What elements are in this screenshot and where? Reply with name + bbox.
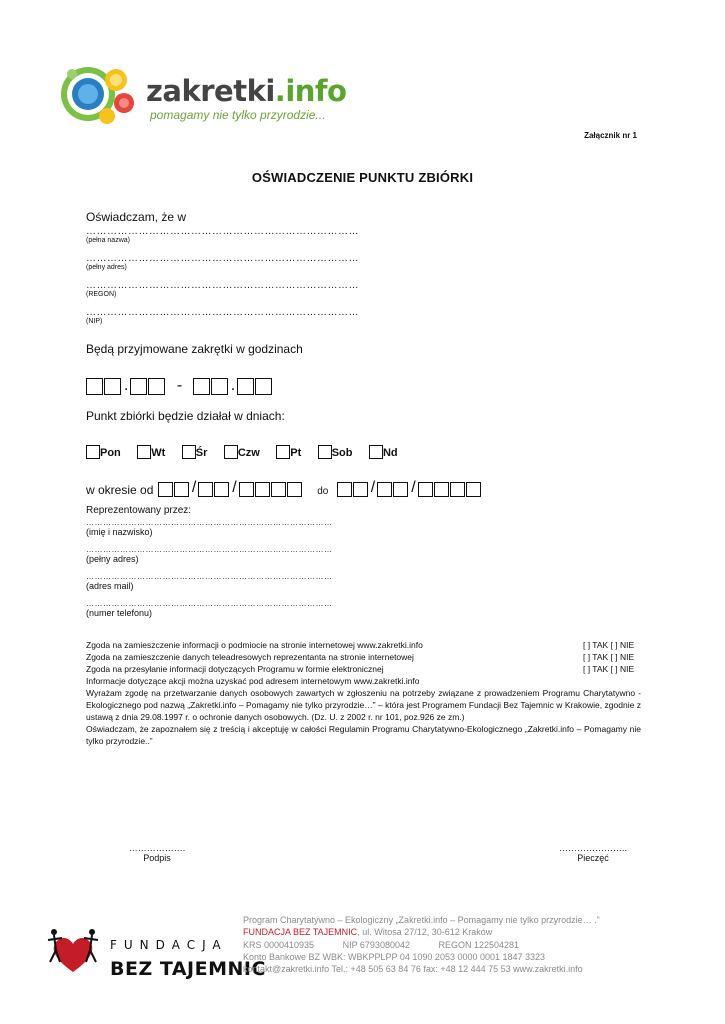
org-field-nip[interactable] (86, 307, 359, 334)
rep-field-address[interactable] (86, 545, 333, 572)
digit-box[interactable] (104, 378, 121, 395)
stamp-field[interactable] (548, 843, 638, 863)
footer-program: Program Charytatywno – Ekologiczny „Zakretki.info – Pomagamy nie tylko przyrodzie… .” (243, 915, 600, 925)
gdpr-text: Wyrażam zgodę na przetwarzanie danych osobowych zawartych w zgłoszeniu na potrzeby związane z prowadzeniem Programu Charytatywno - Ekologicznego pod nazwą „Zakretki.info – Pomagamy nie tylko przyrodzie…” – która jest Programem Fundacji Bez Tajemnic w Krakowie, zgodnie z ustawą z dnia 29.08.1997 r. o ochronie danych osobowych. (Dz. U. z 2002 r. nr 101, poz.926 ze zm.) (86, 688, 641, 722)
digit-box[interactable] (255, 482, 270, 497)
field-dots: …………………………………………………………………………… (86, 518, 333, 527)
hours-dot: . (230, 377, 236, 394)
field-label: (REGON) (86, 291, 117, 298)
consent-choice[interactable]: [ ] TAK [ ] NIE (583, 652, 635, 662)
field-label: (pełna nazwa) (86, 237, 130, 244)
footer-krs: KRS 0000410935 (243, 939, 315, 950)
checkbox[interactable] (86, 445, 100, 459)
digit-box[interactable] (174, 482, 189, 497)
day-checkbox-sob[interactable] (318, 445, 353, 459)
hours-label: Będą przyjmowane zakrętki w godzinach (86, 342, 303, 356)
foundation-logo (40, 922, 266, 984)
date-to[interactable] (337, 479, 482, 496)
digit-box[interactable] (337, 482, 352, 497)
digit-box[interactable] (450, 482, 465, 497)
stamp-label: Pieczęć (577, 853, 609, 863)
consent-text: Zgoda na przesyłanie informacji dotyczących Programu w formie elektronicznej (86, 664, 384, 674)
regulations-text: Oświadczam, że zapoznałem się z treścią i akceptuję w całości Regulamin Programu Charytatywno-Ekologicznego „Zakretki.info – Pomagamy nie tylko przyrodzie..” (86, 724, 641, 746)
checkbox[interactable] (137, 445, 151, 459)
heart-figures-icon (40, 922, 106, 982)
hours-input[interactable] (86, 377, 273, 395)
day-label: Pon (100, 447, 121, 459)
digit-box[interactable] (239, 482, 254, 497)
info-line: Informacje dotyczące akcji można uzyskać pod adresem internetowym www.zakretki.info (86, 676, 420, 686)
footer-bank: Konto Bankowe BZ WBK: WBKPPLPP 04 1090 2053 0000 0001 1847 3323 (243, 951, 546, 962)
field-label: (adres mail) (86, 581, 134, 591)
date-from[interactable] (158, 479, 307, 496)
stamp-dots: ………………….. (558, 843, 627, 853)
day-label: Pt (290, 447, 302, 459)
checkbox[interactable] (276, 445, 290, 459)
date-slash: / (232, 479, 237, 496)
logo-tagline: pomagamy nie tylko przyrodzie... (150, 108, 326, 122)
days-checkboxes (86, 443, 410, 461)
digit-box[interactable] (86, 378, 103, 395)
intro-text: Oświadczam, że w (86, 210, 187, 224)
consent-text: Zgoda na zamieszczenie informacji o podmiocie na stronie internetowej www.zakretki.info (86, 640, 423, 650)
footer-info (243, 914, 600, 975)
footer-org (243, 926, 600, 938)
digit-box[interactable] (237, 378, 254, 395)
day-label: Wt (151, 447, 166, 459)
representative-label: Reprezentowany przez: (86, 505, 192, 516)
digit-box[interactable] (148, 378, 165, 395)
field-dots: …………………………………………………………………………… (86, 545, 333, 554)
footer-org-name: FUNDACJA BEZ TAJEMNIC (243, 927, 358, 938)
field-label: (pełny adres) (86, 264, 127, 271)
digit-box[interactable] (211, 378, 228, 395)
consent-row (86, 651, 641, 663)
period-input (86, 479, 482, 497)
digit-box[interactable] (130, 378, 147, 395)
field-label: (imię i nazwisko) (86, 527, 153, 537)
org-fields (86, 226, 359, 334)
zakretki-logo (58, 58, 348, 128)
day-label: Nd (382, 447, 398, 459)
org-field-address[interactable] (86, 253, 359, 280)
day-label: Sob (331, 447, 353, 459)
digit-box[interactable] (214, 482, 229, 497)
digit-box[interactable] (466, 482, 481, 497)
rep-field-email[interactable] (86, 572, 333, 599)
footer-contact: kontakt@zakretki.info Tel.: +48 505 63 84 76 fax: +48 12 444 75 53 www.zakretki.info (243, 964, 583, 975)
signature-label: Podpis (143, 853, 171, 863)
consent-text: Zgoda na zamieszczenie danych teleadresowych reprezentanta na stronie internetowej (86, 652, 414, 662)
digit-box[interactable] (271, 482, 286, 497)
digit-box[interactable] (418, 482, 433, 497)
day-label: Czw (237, 447, 260, 459)
consent-choice[interactable]: [ ] TAK [ ] NIE (583, 640, 635, 650)
logo-dot: . (274, 74, 286, 108)
day-checkbox-pt[interactable] (276, 445, 301, 459)
date-slash: / (370, 479, 376, 496)
checkbox[interactable] (318, 445, 332, 459)
consent-row (86, 663, 641, 675)
date-slash: / (191, 479, 197, 496)
org-field-name[interactable] (86, 226, 359, 253)
field-dots: …………………………………………………………………………… (86, 572, 333, 581)
day-checkbox-sr[interactable] (182, 445, 208, 459)
day-checkbox-czw[interactable] (224, 445, 260, 459)
consent-choice[interactable]: [ ] TAK [ ] NIE (583, 664, 635, 674)
foundation-name: BEZ TAJEMNIC (110, 958, 266, 980)
footer-regon: REGON 122504281 (438, 939, 520, 950)
hours-dot: . (124, 377, 129, 394)
attachment-label: Załącznik nr 1 (584, 131, 637, 140)
day-checkbox-wt[interactable] (137, 445, 165, 459)
field-dots: …………………………………………………………………… (86, 280, 359, 291)
logo-tld: info (285, 74, 347, 108)
checkbox[interactable] (369, 445, 383, 459)
org-field-regon[interactable] (86, 280, 359, 307)
day-label: Śr (195, 447, 208, 459)
digit-box[interactable] (193, 378, 210, 395)
checkbox[interactable] (182, 445, 196, 459)
period-to-label: do (317, 486, 329, 497)
day-checkbox-nd[interactable] (369, 445, 398, 459)
day-checkbox-pon[interactable] (86, 445, 121, 459)
consent-row (86, 639, 641, 651)
signature-dots: ………………. (128, 843, 186, 853)
digit-box[interactable] (255, 378, 272, 395)
digit-box[interactable] (158, 482, 173, 497)
logo-wordmark (146, 74, 346, 108)
digit-box[interactable] (434, 482, 449, 497)
rep-field-phone[interactable] (86, 599, 333, 626)
checkbox[interactable] (224, 445, 238, 459)
digit-box[interactable] (198, 482, 213, 497)
foundation-word: FUNDACJA (110, 938, 228, 952)
field-label: (numer telefonu) (86, 608, 153, 618)
field-dots: …………………………………………………………………… (86, 307, 359, 318)
period-from-label: w okresie od (86, 483, 154, 497)
rep-fields (86, 518, 333, 626)
logo-name: zakretki (146, 74, 275, 108)
field-dots: …………………………………………………………………… (86, 253, 359, 264)
footer-ids (243, 939, 600, 951)
hours-dash: - (176, 377, 183, 394)
field-label: (pełny adres) (86, 554, 139, 564)
footer-nip: NIP 6793080042 (342, 939, 410, 950)
rep-field-name[interactable] (86, 518, 333, 545)
digit-box[interactable] (353, 482, 368, 497)
digit-box[interactable] (287, 482, 302, 497)
bottle-caps-icon (58, 58, 142, 128)
days-label: Punkt zbiórki będzie działał w dniach: (86, 409, 285, 423)
footer-org-address: , ul. Witosa 27/12, 30-612 Kraków (357, 927, 493, 938)
digit-box[interactable] (393, 482, 408, 497)
consents-block (86, 639, 641, 747)
field-dots: …………………………………………………………………… (86, 226, 359, 237)
field-dots: …………………………………………………………………………… (86, 599, 333, 608)
date-slash: / (411, 479, 416, 496)
field-label: (NIP) (86, 318, 103, 325)
page-title: OŚWIADCZENIE PUNKTU ZBIÓRKI (251, 170, 474, 185)
signature-field[interactable] (112, 843, 202, 863)
digit-box[interactable] (377, 482, 392, 497)
